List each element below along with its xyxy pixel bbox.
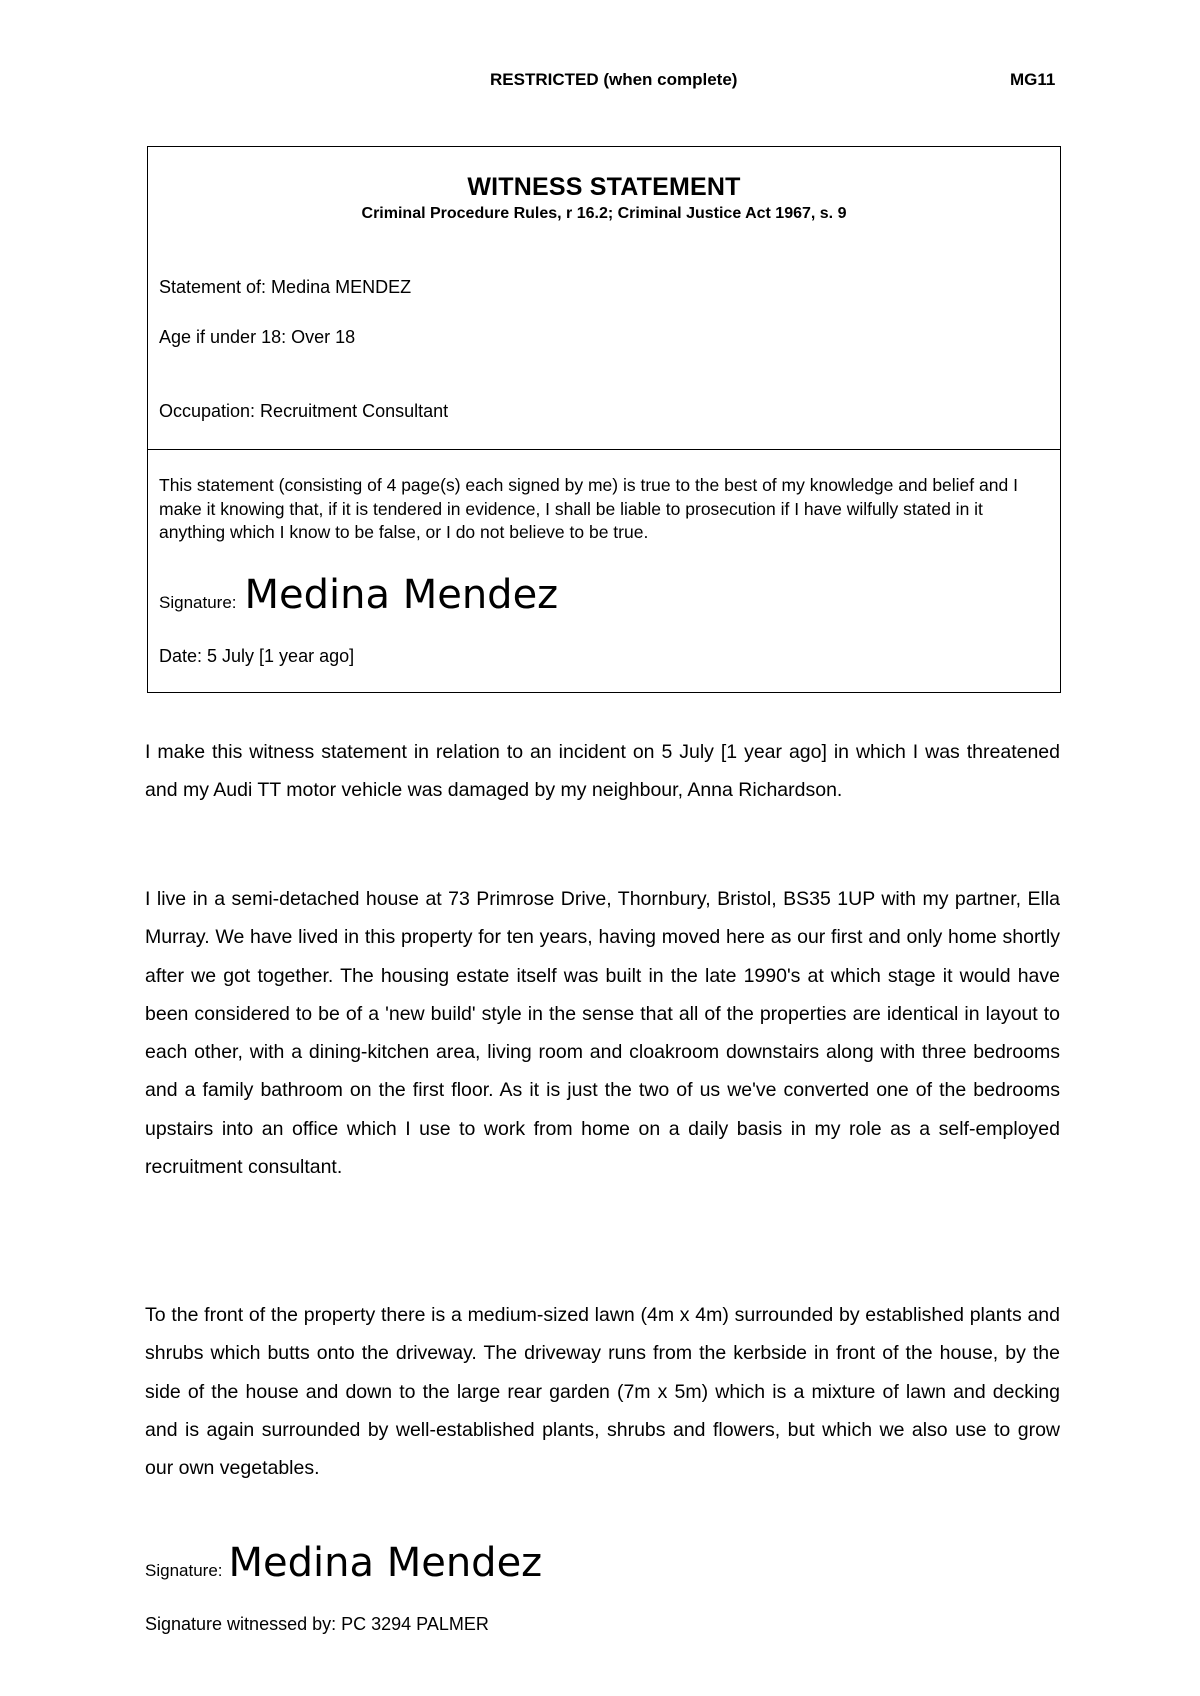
restriction-marking: RESTRICTED (when complete): [490, 70, 738, 89]
signature-name: Medina Mendez: [244, 572, 559, 618]
declaration-section: [148, 450, 1060, 692]
statement-paragraph: To the front of the property there is a medium-sized lawn (4m x 4m) surrounded by established plants and shrubs which butts onto the driveway. The driveway runs from the kerbside in front of the house, by the side of the house and down to the large rear garden (7m x 5m) which is a mixture of lawn and decking and is again surrounded by well-established plants, shrubs and flowers, but which we also use to grow our own vegetables.: [145, 1304, 1060, 1480]
footer-signature: [145, 1540, 542, 1586]
age-field: Age if under 18: Over 18: [159, 327, 356, 347]
statement-details-box: [147, 146, 1061, 693]
statement-paragraph: I make this witness statement in relation to an incident on 5 July [1 year ago] in which I was threatened and my Audi TT motor vehicle was damaged by my neighbour, Anna Richardson.: [145, 741, 1060, 802]
declaration-signature: [159, 572, 558, 622]
footer-signature-name: Medina Mendez: [228, 1540, 543, 1586]
form-code: MG11: [1010, 70, 1056, 89]
page-header: [0, 70, 1200, 94]
signature-label: Signature:: [159, 593, 237, 612]
footer-signature-label: Signature:: [145, 1561, 223, 1580]
statement-paragraph: I live in a semi-detached house at 73 Primrose Drive, Thornbury, Bristol, BS35 1UP with my partner, Ella Murray. We have lived in this property for ten years, having moved here as our first and only home shortly after we got together. The housing estate itself was built in the late 1990's at which stage it would have been considered to be of a 'new build' style in the sense that all of the properties are identical in layout to each other, with a dining-kitchen area, living room and cloakroom downstairs along with three bedrooms and a family bathroom on the first floor. As it is just the two of us we've converted one of the bedrooms upstairs into an office which I use to work from home on a daily basis in my role as a self-employed recruitment consultant.: [145, 888, 1060, 1179]
witness-details-section: [148, 147, 1060, 450]
statement-of-field: Statement of: Medina MENDEZ: [159, 277, 412, 297]
legal-reference: Criminal Procedure Rules, r 16.2; Criminal Justice Act 1967, s. 9: [361, 205, 847, 222]
statement-date: Date: 5 July [1 year ago]: [159, 646, 355, 666]
declaration-text: This statement (consisting of 4 page(s) each signed by me) is true to the best of my knowledge and belief and I make it knowing that, if it is tendered in evidence, I shall be liable to prosecution if I have wilfully stated in it anything which I know to be false, or I do not believe to be true.: [159, 475, 1018, 542]
document-title: WITNESS STATEMENT: [467, 173, 741, 201]
occupation-field: Occupation: Recruitment Consultant: [159, 401, 449, 421]
signature-witnessed-by: Signature witnessed by: PC 3294 PALMER: [145, 1614, 489, 1634]
